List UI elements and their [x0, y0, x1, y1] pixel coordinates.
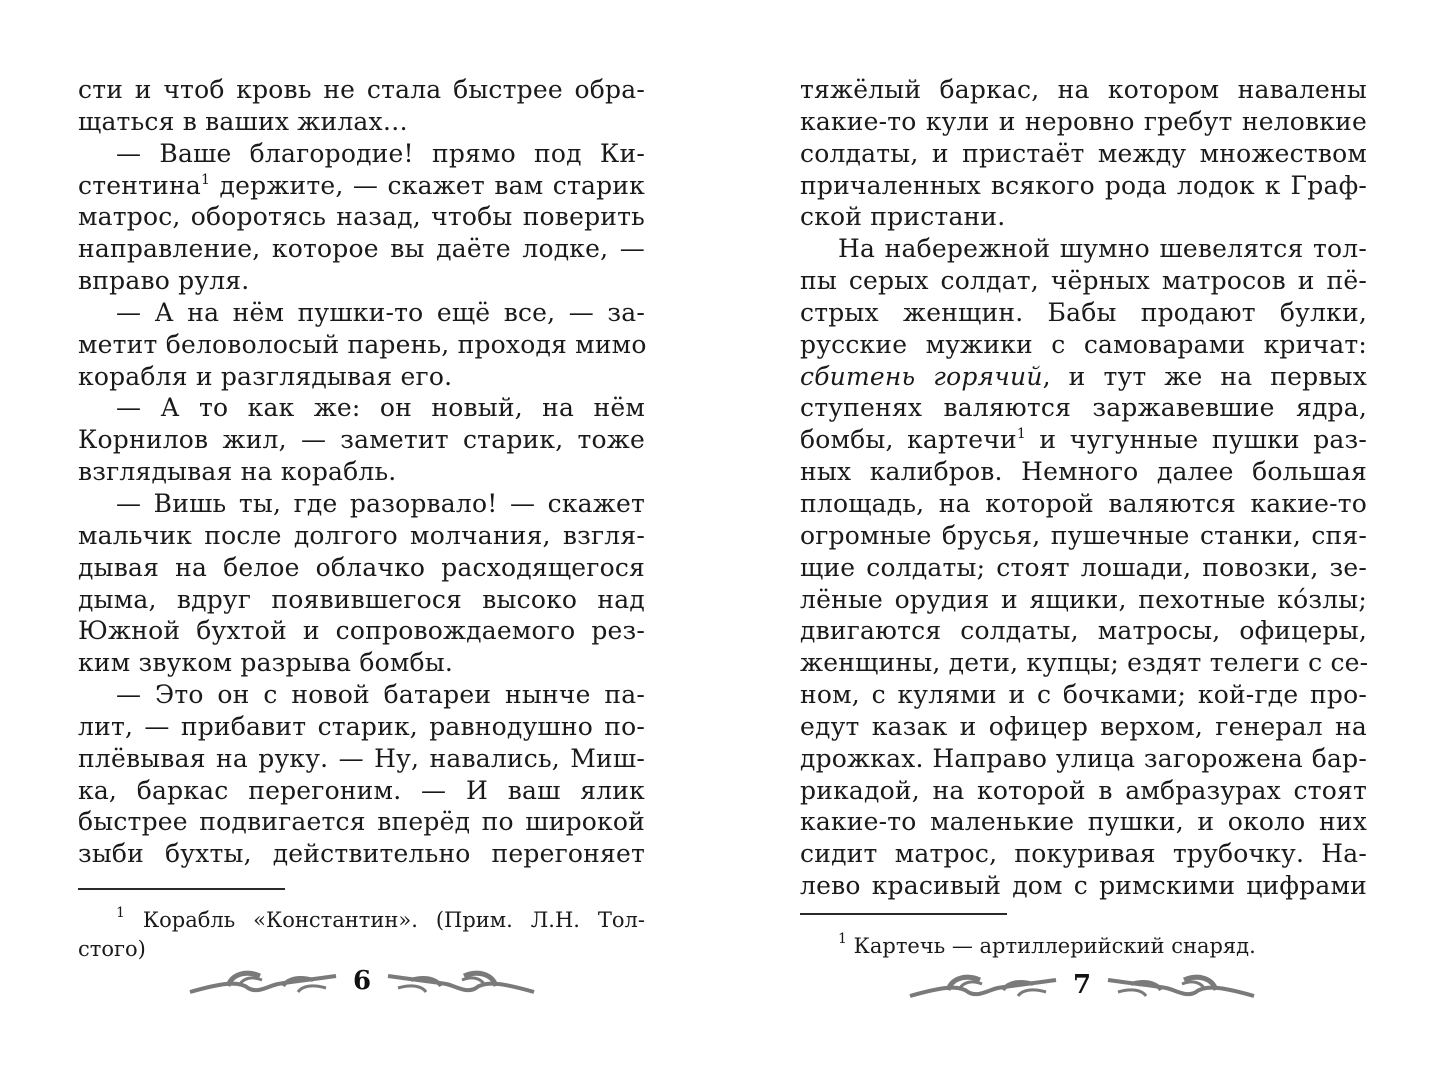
- footnote: [78, 906, 645, 964]
- text-line: лёные орудия и ящики, пехотные ко́злы;: [800, 584, 1367, 614]
- text-line: — А на нём пушки-то ещё все, — за-: [116, 297, 645, 327]
- text-line: Корнилов жил, — заметит старик, тоже: [78, 425, 645, 455]
- text-line: стрых женщин. Бабы продают булки,: [800, 297, 1367, 327]
- ornament-left-icon: [188, 966, 338, 996]
- text-line: женщины, дети, купцы; ездят телеги с се-: [800, 648, 1369, 678]
- text-line: пы серых солдат, чёрных матросов и пё-: [800, 266, 1367, 296]
- text-line: щаться в ваших жилах…: [78, 106, 409, 136]
- text-line: огромные брусья, пушечные станки, спя-: [800, 520, 1367, 550]
- text-line: площадь, на которой валяются какие-то: [800, 488, 1367, 518]
- text-line: дыма, вдруг появившегося высоко над: [78, 584, 645, 614]
- text-line: зыби бухты, действительно перегоняет: [78, 839, 645, 869]
- ornament-left-icon: [908, 970, 1058, 1000]
- text-line: ном, с кулями и с бочками; кой-где про-: [800, 680, 1367, 710]
- text-line: лит, — прибавит старик, равнодушно по-: [78, 711, 645, 741]
- text-line: плёвывая на руку. — Ну, навались, Миш-: [78, 743, 645, 773]
- text-line: направление, которое вы даёте лодке, —: [78, 234, 645, 264]
- footnote-divider: [800, 913, 1007, 915]
- text-line: взглядывая на корабль.: [78, 457, 397, 487]
- left-page-body: [78, 74, 645, 870]
- footnote-divider: [78, 888, 285, 890]
- text-line: вправо руля.: [78, 266, 250, 296]
- text-line: какие-то кули и неровно гребут неловкие: [800, 106, 1367, 136]
- page-number: 6: [352, 966, 372, 996]
- text-line: корабля и разглядывая его.: [78, 361, 453, 391]
- text-line: причаленных всякого рода лодок к Граф-: [800, 170, 1367, 200]
- footnote-marker: 1: [1016, 426, 1026, 443]
- text-line: — Вишь ты, где разорвало! — скажет: [116, 488, 645, 518]
- text-line: двигаются солдаты, матросы, офицеры,: [800, 616, 1367, 646]
- text-line: матрос, оборотясь назад, чтобы поверить: [78, 202, 645, 232]
- text-line: мальчик после долгого молчания, взгля-: [78, 520, 645, 550]
- page-number: 7: [1072, 970, 1092, 1000]
- text-line: ных калибров. Немного далее большая: [800, 457, 1367, 487]
- text-line: солдаты, и пристаёт между множеством: [800, 138, 1367, 168]
- footnote-line: $^1$ Картечь — артиллерийский снаряд.: [838, 931, 1256, 958]
- text-line: ка, баркас перегоним. — И ваш ялик: [78, 775, 645, 805]
- page-number-block: [908, 970, 1256, 1000]
- ornament-right-icon: [386, 966, 536, 996]
- text-line: ким звуком разрыва бомбы.: [78, 648, 453, 678]
- text-line: рикадой, на которой в амбразурах стоят: [800, 775, 1367, 805]
- text-line: дывая на белое облачко расходящегося: [78, 552, 645, 582]
- text-line: ской пристани.: [800, 202, 1006, 232]
- text-line: едут казак и офицер верхом, генерал на: [800, 711, 1367, 741]
- text-line: Южной бухтой и сопровождаемого рез-: [78, 616, 645, 646]
- right-page-body: [800, 74, 1367, 902]
- ornament-right-icon: [1106, 970, 1256, 1000]
- text-line: сидит матрос, покуривая трубочку. На-: [800, 839, 1367, 869]
- text-line: метит беловолосый парень, проходя мимо: [78, 329, 647, 359]
- footnote-line: стого): [78, 937, 146, 961]
- text-line: какие-то маленькие пушки, и около них: [800, 807, 1367, 837]
- text-line: — А то как же: он новый, на нём: [116, 393, 645, 423]
- footnote: [800, 932, 1367, 961]
- text-line: тяжёлый баркас, на котором навалены: [800, 75, 1367, 104]
- text-line: бомбы, картечи$^1$ и чугунные пушки раз-: [800, 425, 1367, 455]
- text-line: На набережной шумно шевелятся тол-: [838, 234, 1367, 264]
- text-line: быстрее подвигается вперёд по широкой: [78, 807, 645, 837]
- footnote-line: $^1$ Корабль «Константин». (Прим. Л.Н. Тол-: [116, 905, 645, 932]
- text-line: — Ваше благородие! прямо под Ки-: [116, 138, 645, 168]
- text-line: лево красивый дом с римскими цифрами: [800, 871, 1367, 901]
- text-line: — Это он с новой батареи нынче па-: [116, 680, 645, 710]
- text-line: русские мужики с самоварами кричат:: [800, 329, 1367, 359]
- footnote-marker: 1: [200, 171, 211, 188]
- text-line: щие солдаты; стоят лошади, повозки, зе-: [800, 552, 1367, 582]
- text-line: ступенях валяются заржавевшие ядра,: [800, 393, 1367, 423]
- text-line: стентина$^1$ держите, — скажет вам старик: [78, 170, 645, 200]
- page-number-block: [188, 966, 536, 996]
- text-line: сбитень горячий, и тут же на первых: [800, 361, 1367, 391]
- text-line: сти и чтоб кровь не стала быстрее обра-: [78, 75, 645, 104]
- text-line: дрожках. Направо улица загорожена бар-: [800, 743, 1367, 773]
